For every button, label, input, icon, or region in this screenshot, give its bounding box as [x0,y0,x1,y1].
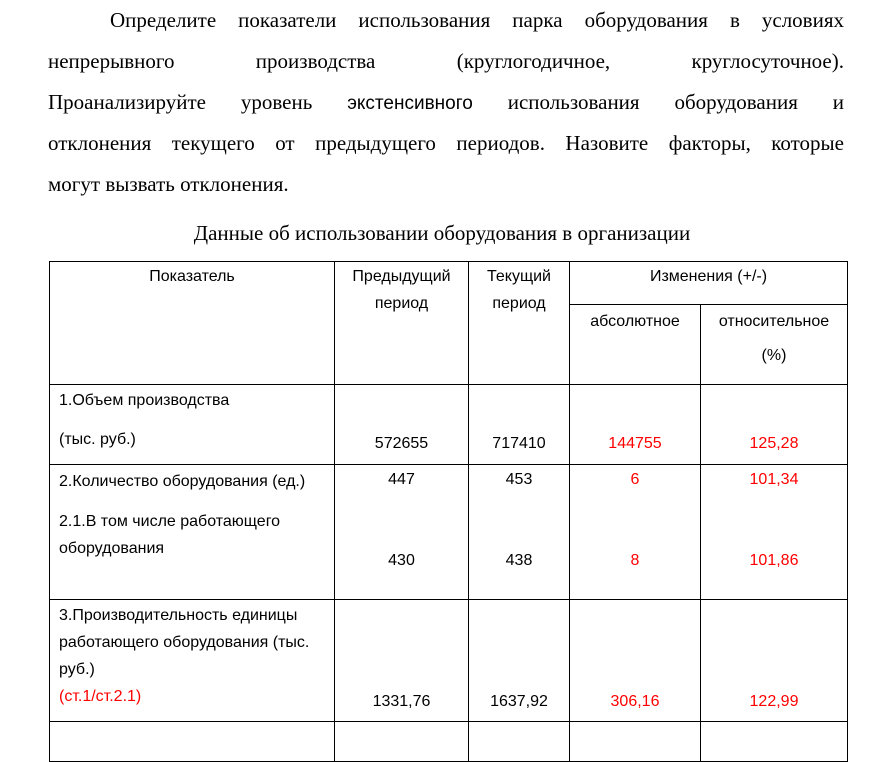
table-caption: Данные об использовании оборудования в организации [193,221,691,245]
row2-sub-label: 2.1.В том числе работающего оборудования [59,513,281,557]
task-line-1: Определите показатели использования парка оборудования в условиях [110,8,844,32]
row2-sub-absolute: 8 [630,552,640,569]
row2-current-value: 453 [505,471,533,488]
task-line-3 [48,82,844,123]
row2-sub-relative: 101,86 [749,552,799,569]
task-text [48,0,844,205]
task-line-3-end: использования оборудования и [472,90,845,114]
row3-previous: 1331,76 [335,600,469,722]
row2-sub-previous: 430 [388,552,415,569]
row1-absolute: 144755 [570,385,701,465]
task-line-2: непрерывного производства (круглогодичное, круглосуточное). [48,49,844,73]
row1-label-line1: 1.Объем производства [59,392,230,409]
header-relative-line2: (%) [761,347,787,364]
row1-current: 717410 [469,385,570,465]
row2-previous [335,465,469,600]
equipment-table [49,261,848,762]
row2-relative-value: 101,34 [749,471,799,488]
row2-absolute-value: 6 [630,471,640,488]
row2-label-main: 2.Количество оборудования (ед.) [59,473,306,490]
row3-label-main: 3.Производительность единицы работающего оборудования (тыс. руб.) [59,607,310,678]
row3-label-formula: (ст.1/ст.2.1) [59,688,142,705]
table-row-partial [50,722,848,762]
row3-label [50,600,335,722]
header-relative [701,305,848,385]
row2-relative [701,465,848,600]
table-row [50,600,848,722]
row2-label [50,465,335,600]
row3-absolute: 306,16 [570,600,701,722]
task-line-5: могут вызвать отклонения. [48,172,289,196]
row1-label-line2: (тыс. руб.) [59,431,136,448]
row3-relative: 122,99 [701,600,848,722]
header-previous: Предыдущий период [335,262,469,385]
table-row [50,465,848,600]
task-line-4: отклонения текущего от предыдущего периодов. Назовите факторы, которые [48,131,844,155]
row1-previous: 572655 [335,385,469,465]
header-indicator: Показатель [50,262,335,385]
row2-current [469,465,570,600]
row2-sub-current: 438 [505,552,533,569]
header-changes: Изменения (+/-) [570,262,848,305]
row1-relative: 125,28 [701,385,848,465]
row1-label [50,385,335,465]
task-line-3-start: Проанализируйте уровень [48,90,348,114]
header-current: Текущий период [469,262,570,385]
task-line-3-emphasis: экстенсивного [347,93,473,114]
table-header-row [50,262,848,305]
table-row [50,385,848,465]
row2-previous-value: 447 [388,471,415,488]
row2-absolute [570,465,701,600]
header-absolute: абсолютное [570,305,701,385]
row3-current: 1637,92 [469,600,570,722]
header-relative-line1: относительное [718,313,830,330]
